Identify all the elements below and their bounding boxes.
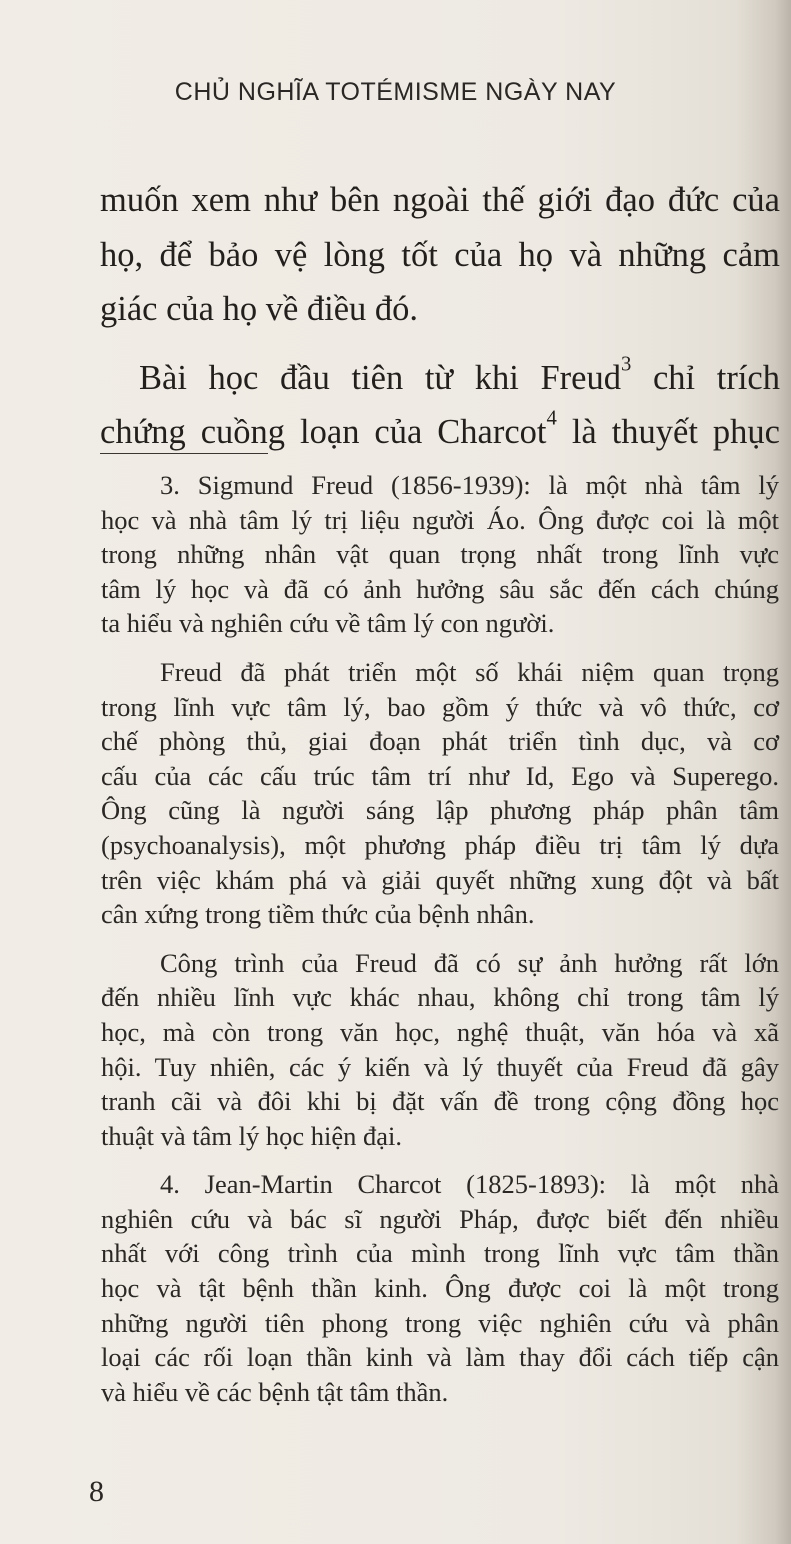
main-text [100,173,780,460]
footnote-ref-4[interactable]: 4 [546,407,557,430]
footnote-line: cấu của các cấu trúc tâm trí như Id, Ego và Superego. [101,760,779,791]
footnotes [101,468,779,1423]
footnote-line: học và tật bệnh thần kinh. Ông được coi là một trong [101,1273,779,1304]
body-text-run: chứng cuồng loạn của Charcot [100,413,547,451]
footnote-line: tâm lý học và đã có ảnh hưởng sâu sắc đến cách chúng [101,573,779,604]
footnote-line: chế phòng thủ, giai đoạn phát triển tình dục, và cơ [101,726,779,757]
footnote-line: 4. Jean-Martin Charcot (1825-1893): là một nhà [160,1169,779,1200]
body-text-run: chỉ trích [631,358,780,397]
footnote-line: hội. Tuy nhiên, các ý kiến và lý thuyết của Freud đã gây [101,1051,779,1082]
footnote-line: trong lĩnh vực tâm lý, bao gồm ý thức và vô thức, cơ [101,691,779,722]
body-text-run: là thuyết phục [556,413,780,451]
footnote-4 [101,1167,779,1409]
footnote-line: những người tiên phong trong việc nghiên cứu và phân [101,1307,779,1338]
body-line: họ, để bảo vệ lòng tốt của họ và những cảm [100,235,780,274]
footnote-3 [101,468,779,641]
footnote-line: loại các rối loạn thần kinh và làm thay đổi cách tiếp cận [101,1342,779,1373]
body-paragraph-2 [100,351,780,460]
body-line: giác của họ về điều đó. [100,290,419,328]
body-line [100,405,780,460]
footnote-line: thuật và tâm lý học hiện đại. [101,1120,402,1151]
body-paragraph-1 [100,173,780,337]
body-line: muốn xem như bên ngoài thế giới đạo đức của [100,181,780,219]
running-head: CHỦ NGHĨA TOTÉMISME NGÀY NAY [174,78,617,106]
footnote-line: trên việc khám phá và giải quyết những xung đột và bất [101,864,779,895]
footnote-line: nhất với công trình của mình trong lĩnh vực tâm thần [101,1238,779,1269]
footnote-line: Freud đã phát triển một số khái niệm quan trọng [160,656,779,687]
footnote-line: đến nhiều lĩnh vực khác nhau, không chỉ trong tâm lý [101,982,779,1013]
body-text-run: Bài học đầu tiên từ khi Freud [139,358,621,397]
footnote-line: cân xứng trong tiềm thức của bệnh nhân. [101,899,535,930]
footnote-line: trong những nhân vật quan trọng nhất trong lĩnh vực [101,539,779,570]
footnote-line: ta hiểu và nghiên cứu về tâm lý con người. [101,608,555,639]
footnote-line: nghiên cứu và bác sĩ người Pháp, được biết đến nhiều [101,1203,779,1234]
footnote-line: và hiểu về các bệnh tật tâm thần. [101,1376,449,1407]
footnote-line: học, mà còn trong văn học, nghệ thuật, văn hóa và xã [101,1016,779,1047]
footnote-line: tranh cãi và đôi khi bị đặt vấn đề trong cộng đồng học [101,1086,779,1117]
footnote-ref-3[interactable]: 3 [620,352,632,375]
footnote-3-influence [101,946,779,1154]
page-number: 8 [89,1475,104,1508]
footnote-line: Công trình của Freud đã có sự ảnh hưởng rất lớn [160,947,779,978]
footnote-line: học và nhà tâm lý trị liệu người Áo. Ông được coi là một [101,504,779,535]
footnote-line: 3. Sigmund Freud (1856-1939): là một nhà tâm lý [160,470,779,500]
footnote-line: Ông cũng là người sáng lập phương pháp phân tâm [101,795,779,826]
body-line [100,351,780,406]
footnote-line: (psychoanalysis), một phương pháp điều trị tâm lý dựa [101,829,779,860]
footnote-3-continued [101,655,779,932]
footnote-separator [100,453,268,454]
